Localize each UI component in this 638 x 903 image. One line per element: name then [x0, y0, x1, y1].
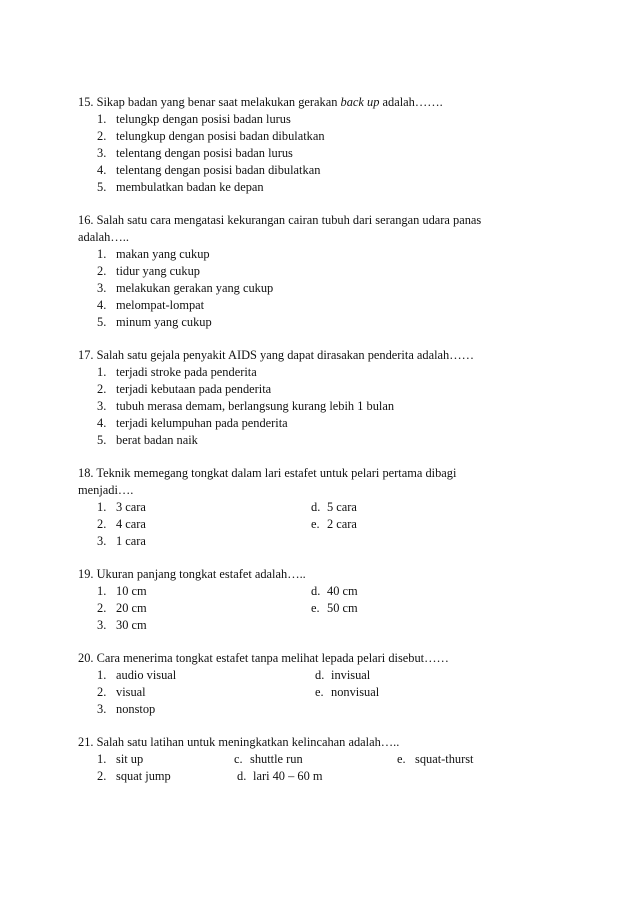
question-21-text: 21. Salah satu latihan untuk meningkatkan kelincahan adalah…..: [78, 735, 400, 749]
option-row: 1. audio visual d. invisual: [97, 668, 371, 682]
option-row: 5. berat badan naik: [97, 433, 198, 447]
option-row: 5. membulatkan badan ke depan: [97, 180, 264, 194]
option-row: 4. melompat-lompat: [97, 298, 205, 312]
question-17-text: 17. Salah satu gejala penyakit AIDS yang dapat dirasakan penderita adalah……: [78, 348, 475, 362]
option-row: 1. telungkp dengan posisi badan lurus: [97, 112, 291, 126]
option-row: 2. tidur yang cukup: [97, 264, 200, 278]
option-row: 2. 20 cm e. 50 cm: [97, 601, 358, 615]
option-row: 1. terjadi stroke pada penderita: [97, 365, 257, 379]
option-row: 3. melakukan gerakan yang cukup: [97, 281, 274, 295]
option-row: 1. makan yang cukup: [97, 247, 210, 261]
document-page: [78, 94, 578, 801]
option-row: 2. terjadi kebutaan pada penderita: [97, 382, 272, 396]
question-16-text: 16. Salah satu cara mengatasi kekurangan cairan tubuh dari serangan udara panas adalah…..: [78, 213, 482, 244]
option-row: 3. tubuh merasa demam, berlangsung kurang lebih 1 bulan: [97, 399, 395, 413]
option-row: 1. 3 cara d. 5 cara: [97, 500, 357, 514]
question-19: [78, 566, 578, 634]
question-20-text: 20. Cara menerima tongkat estafet tanpa melihat lepada pelari disebut……: [78, 651, 449, 665]
option-row: 2. visual e. nonvisual: [97, 685, 380, 699]
question-15-italic-term: back up: [340, 95, 380, 109]
option-row: 3. telentang dengan posisi badan lurus: [97, 146, 293, 160]
question-18-text: 18. Teknik memegang tongkat dalam lari estafet untuk pelari pertama dibagi menjadi….: [78, 466, 457, 497]
question-18: [78, 465, 578, 550]
option-row: 1. 10 cm d. 40 cm: [97, 584, 358, 598]
option-row: 1. sit up c. shuttle run e. squat-thurst: [97, 752, 474, 766]
option-row: 4. telentang dengan posisi badan dibulatkan: [97, 163, 321, 177]
question-20: [78, 650, 578, 718]
option-row: 2. squat jump d. lari 40 – 60 m: [97, 769, 323, 783]
question-15-text: 15. Sikap badan yang benar saat melakukan gerakan back up adalah…….: [78, 95, 443, 109]
option-row: 3. nonstop: [97, 702, 156, 716]
option-row: 2. 4 cara e. 2 cara: [97, 517, 357, 531]
option-row: 3. 30 cm: [97, 618, 147, 632]
option-row: 5. minum yang cukup: [97, 315, 212, 329]
option-row: 4. terjadi kelumpuhan pada penderita: [97, 416, 288, 430]
option-row: 3. 1 cara: [97, 534, 146, 548]
question-19-text: 19. Ukuran panjang tongkat estafet adalah…..: [78, 567, 306, 581]
question-17: [78, 347, 578, 449]
option-row: 2. telungkup dengan posisi badan dibulatkan: [97, 129, 325, 143]
question-16: [78, 212, 578, 331]
question-21: [78, 734, 578, 785]
question-15: [78, 94, 578, 196]
